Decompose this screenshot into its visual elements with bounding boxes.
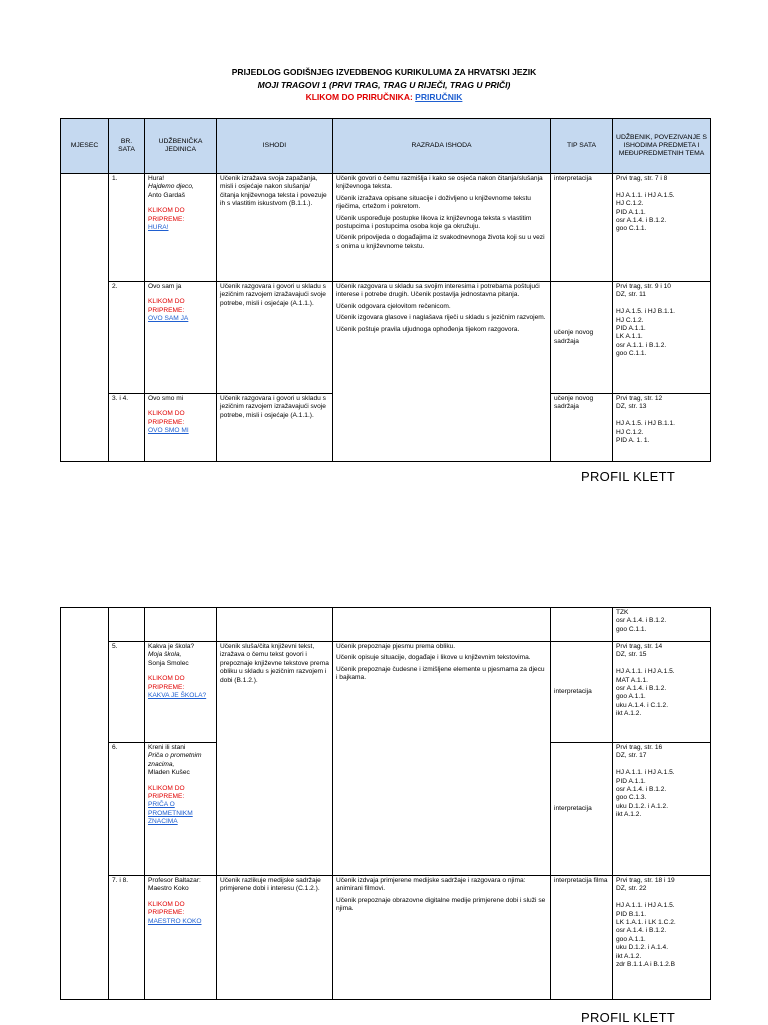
textbook-line <box>616 412 707 420</box>
lesson-number: 3. i 4. <box>109 394 145 462</box>
textbook-line: uku D.1.2. i A.1.4. <box>616 944 669 952</box>
lesson-type: interpretacija filma <box>551 876 613 1000</box>
textbook-line: HJ A.1.5. i HJ B.1.1. <box>616 420 676 428</box>
lesson-number: 5. <box>109 642 145 743</box>
lesson-source: Priča o prometnim znacima, <box>148 752 202 768</box>
table-row <box>61 642 711 743</box>
textbook-line: goo A.1.1. <box>616 935 646 943</box>
textbook-line: HJ A.1.5. i HJ B.1.1. <box>616 308 676 316</box>
lesson-title: Kreni ili stani <box>148 744 186 751</box>
breakdown-item: Učenik poštuje pravila uljudnoga ophođenja tijekom razgovora. <box>336 325 520 333</box>
outcome-cell: Učenik razgovara i govori u skladu s jezičnim razvojem izražavajući svoje potrebe, misli i osjećaje (A.1.1.). <box>217 282 333 394</box>
textbook-links-cell <box>613 282 711 394</box>
lesson-type: interpretacija <box>551 743 613 876</box>
textbook-line: HJ A.1.1. i HJ A.1.5. <box>616 191 675 199</box>
lesson-title: Kakva je škola? <box>148 643 195 650</box>
textbook-line <box>616 761 707 769</box>
lesson-type: interpretacija <box>551 642 613 743</box>
lesson-type: učenje novog sadržaja <box>551 282 613 394</box>
publisher-footer: PROFIL KLETT <box>581 469 676 484</box>
textbook-line: Prvi trag, str. 7 i 8 <box>616 175 668 182</box>
breakdown-item: Učenik izražava opisane situacije i doživljeno u književnome tekstu riječima, crtežom i pokretom. <box>336 194 531 211</box>
handbook-link-label: KLIKOM DO PRIRUČNIKA: <box>305 92 416 102</box>
textbook-line <box>616 300 707 308</box>
textbook-links-cell <box>613 608 711 642</box>
textbook-line: HJ C.1.2. <box>616 316 644 324</box>
textbook-line: PID A.1.1. <box>616 325 646 333</box>
textbook-links-cell <box>613 174 711 282</box>
textbook-line: DZ, str. 15 <box>616 651 647 659</box>
col-header-br-sata: BR. SATA <box>109 119 145 174</box>
textbook-line: DZ, str. 22 <box>616 885 647 893</box>
handbook-link-line <box>0 91 768 104</box>
col-header-udzbenik: UDŽBENIK, POVEZIVANJE S ISHODIMA PREDMETA I MEĐUPREDMETNIH TEMA <box>613 119 711 174</box>
textbook-line: Prvi trag, str. 16 <box>616 744 663 751</box>
lesson-prep-link[interactable]: KAKVA JE ŠKOLA? <box>148 692 207 700</box>
col-header-tip-sata: TIP SATA <box>551 119 613 174</box>
month-cell <box>61 174 109 462</box>
lesson-prep-link[interactable]: PRIČA O PROMETNIKM ZNACIMA <box>148 801 193 826</box>
breakdown-item: Učenik izgovara glasove i naglašava riječi u skladu s jezičnim razvojem. <box>336 314 546 322</box>
textbook-line: goo C.1.1. <box>616 350 647 358</box>
textbook-links-cell <box>613 642 711 743</box>
curriculum-table-page1 <box>60 118 711 462</box>
textbook-line <box>616 660 707 668</box>
lesson-prep-label: KLIKOM DO PRIPREME: <box>148 784 185 801</box>
textbook-line: osr A.1.4. i B.1.2. <box>616 217 667 225</box>
curriculum-table-page2 <box>60 607 711 1000</box>
lesson-unit-cell <box>145 394 217 462</box>
outcome-breakdown-cell <box>333 282 551 462</box>
table-row <box>61 174 711 282</box>
textbook-line: MAT A.1.1. <box>616 676 649 684</box>
outcome-cell: Učenik sluša/čita književni tekst, izražava o čemu tekst govori i prepoznaje književne tekstove prema obliku u skladu s jezičnim razvojem i dobi (B.1.2.). <box>217 642 333 876</box>
lesson-prep-label: KLIKOM DO PRIPREME: <box>148 410 185 426</box>
textbook-line: PID B.1.1. <box>616 910 647 918</box>
textbook-line: ikt A.1.2. <box>616 710 642 718</box>
lesson-type: učenje novog sadržaja <box>551 394 613 462</box>
lesson-type <box>551 608 613 642</box>
outcome-breakdown-cell <box>333 174 551 282</box>
document-header <box>0 66 768 104</box>
lesson-author: Mladen Kušec <box>148 769 190 777</box>
textbook-line: LK A.1.1. <box>616 333 643 341</box>
lesson-title: Ovo sam ja <box>148 283 182 290</box>
lesson-source: Moja škola, <box>148 651 182 659</box>
lesson-type: interpretacija <box>551 174 613 282</box>
textbook-line: PID A.1.1. <box>616 777 646 785</box>
lesson-prep-label: KLIKOM DO PRIPREME: <box>148 298 185 314</box>
col-header-jedinica: UDŽBENIČKA JEDINICA <box>145 119 217 174</box>
textbook-line: uku A.1.4. i C.1.2. <box>616 701 669 709</box>
lesson-number: 1. <box>109 174 145 282</box>
lesson-unit-cell <box>145 174 217 282</box>
lesson-prep-link[interactable]: OVO SAM JA <box>148 315 189 323</box>
textbook-line: osr A.1.4. i B.1.2. <box>616 786 667 794</box>
textbook-line: osr A.1.4. i B.1.2. <box>616 927 667 935</box>
textbook-line: Prvi trag, str. 9 i 10 <box>616 283 671 290</box>
lesson-prep-link[interactable]: HURA! <box>148 224 169 232</box>
month-cell <box>61 608 109 1000</box>
lesson-title: Hura! <box>148 175 165 182</box>
lesson-unit-cell <box>145 282 217 394</box>
textbook-line: Prvi trag, str. 18 i 19 <box>616 877 675 884</box>
outcome-cell <box>217 608 333 642</box>
lesson-number <box>109 608 145 642</box>
document-title: PRIJEDLOG GODIŠNJEG IZVEDBENOG KURIKULUMA ZA HRVATSKI JEZIK <box>231 67 537 77</box>
lesson-prep-link[interactable]: MAESTRO KOKO <box>148 917 202 925</box>
breakdown-item: Učenik prepoznaje obrazovne digitalne medije primjerene dobi i služi se njima. <box>336 896 546 913</box>
lesson-author: Anto Gardaš <box>148 191 186 199</box>
textbook-line: Prvi trag, str. 14 <box>616 643 663 650</box>
textbook-links-cell <box>613 876 711 1000</box>
textbook-line: HJ C.1.2. <box>616 200 644 208</box>
outcome-cell: Učenik razgovara i govori u skladu s jezičnim razvojem izražavajući svoje potrebe, misli i osjećaje (A.1.1.). <box>217 394 333 462</box>
textbook-line: HJ A.1.1. i HJ A.1.5. <box>616 902 675 910</box>
breakdown-item: Učenik uspoređuje postupke likova iz književnoga teksta s vlastitim postupcima i postupcima osoba koje ga okružuju. <box>336 214 532 231</box>
breakdown-item: Učenik opisuje situacije, događaje i likove u književnim tekstovima. <box>336 654 531 662</box>
col-header-razrada: RAZRADA ISHODA <box>333 119 551 174</box>
textbook-line: uku D.1.2. i A.1.2. <box>616 802 669 810</box>
outcome-breakdown-cell <box>333 876 551 1000</box>
textbook-line: goo C.1.1. <box>616 225 647 233</box>
handbook-link[interactable]: PRIRUČNIK <box>415 92 463 102</box>
textbook-line: goo A.1.1. <box>616 693 646 701</box>
lesson-prep-label: KLIKOM DO PRIPREME: <box>148 900 185 917</box>
table-row <box>61 608 711 642</box>
textbook-line: goo C.1.3. <box>616 794 647 802</box>
breakdown-item: Učenik pripovijeda o događajima iz svakodnevnoga života koji su u vezi s onima u književnome tekstu. <box>336 234 545 250</box>
textbook-line: ikt A.1.2. <box>616 952 642 960</box>
col-header-ishodi: ISHODI <box>217 119 333 174</box>
textbook-line: DZ, str. 11 <box>616 291 646 299</box>
breakdown-item: Učenik govori o čemu razmišlja i kako se osjeća nakon čitanja/slušanja književnoga teksta. <box>336 175 543 191</box>
textbook-line: PID A. 1. 1. <box>616 437 650 445</box>
outcome-breakdown-cell <box>333 608 551 642</box>
table-row <box>61 876 711 1000</box>
lesson-unit-cell <box>145 876 217 1000</box>
lesson-number: 2. <box>109 282 145 394</box>
textbook-line: PID A.1.1. <box>616 208 646 216</box>
lesson-prep-link[interactable]: OVO SMO MI <box>148 427 189 435</box>
textbook-line: TZK <box>616 609 629 616</box>
lesson-source: Hajdemo djeco, <box>148 183 194 191</box>
textbook-line: goo C.1.1. <box>616 625 647 633</box>
document-subtitle: MOJI TRAGOVI 1 (PRVI TRAG, TRAG U RIJEČI, TRAG U PRIČI) <box>257 79 511 90</box>
col-header-mjesec: MJESEC <box>61 119 109 174</box>
textbook-line: zdr B.1.1.A i B.1.2.B <box>616 961 676 969</box>
lesson-unit-cell <box>145 608 217 642</box>
textbook-line: osr A.1.4. i B.1.2. <box>616 617 667 625</box>
textbook-line: Prvi trag, str. 12 <box>616 395 663 402</box>
textbook-line: HJ A.1.1. i HJ A.1.5. <box>616 769 675 777</box>
lesson-author: Sonja Smolec <box>148 659 189 667</box>
outcome-breakdown-cell <box>333 642 551 876</box>
lesson-title: Profesor Baltazar: Maestro Koko <box>148 877 201 893</box>
table-row <box>61 282 711 394</box>
outcome-cell: Učenik razlikuje medijske sadržaje primjerene dobi i interesu (C.1.2.). <box>217 876 333 1000</box>
lesson-number: 6. <box>109 743 145 876</box>
breakdown-item: Učenik odgovara cjelovitom rečenicom. <box>336 302 451 310</box>
breakdown-item: Učenik razgovara u skladu sa svojim interesima i potrebama poštujući interese i potrebe drugih. Učenik postavlja jednostavna pitanja. <box>336 283 540 299</box>
textbook-line: ikt A.1.2. <box>616 811 642 819</box>
lesson-prep-label: KLIKOM DO PRIPREME: <box>148 207 185 223</box>
lesson-unit-cell <box>145 642 217 743</box>
textbook-line <box>616 894 707 902</box>
textbook-line: DZ, str. 13 <box>616 403 647 411</box>
lesson-number: 7. i 8. <box>109 876 145 1000</box>
textbook-line: osr A.1.4. i B.1.2. <box>616 685 667 693</box>
lesson-title: Ovo smo mi <box>148 395 184 402</box>
textbook-line: osr A.1.1. i B.1.2. <box>616 341 667 349</box>
lesson-prep-label: KLIKOM DO PRIPREME: <box>148 675 185 691</box>
table-header-row <box>61 119 711 174</box>
textbook-line: LK 1.A.1. i LK 1.C.2. <box>616 919 676 927</box>
textbook-line: HJ A.1.1. i HJ A.1.5. <box>616 668 675 676</box>
lesson-unit-cell <box>145 743 217 876</box>
textbook-links-cell <box>613 394 711 462</box>
textbook-line: DZ, str. 17 <box>616 752 647 760</box>
textbook-line <box>616 183 707 191</box>
textbook-line: HJ C.1.2. <box>616 428 644 436</box>
outcome-cell: Učenik izražava svoja zapažanja, misli i osjećaje nakon slušanja/čitanja književnoga teksta i povezuje ih s vlastitim iskustvom (B.1.1.). <box>217 174 333 282</box>
breakdown-item: Učenik prepoznaje pjesmu prema obliku. <box>336 643 456 650</box>
breakdown-item: Učenik prepoznaje čudesne i izmišljene elemente u pjesmama za djecu i bajkama. <box>336 665 545 682</box>
breakdown-item: Učenik izdvaja primjerene medijske sadržaje i razgovara o njima: animirani filmovi. <box>336 877 526 893</box>
textbook-links-cell <box>613 743 711 876</box>
publisher-footer: PROFIL KLETT <box>581 1010 676 1025</box>
